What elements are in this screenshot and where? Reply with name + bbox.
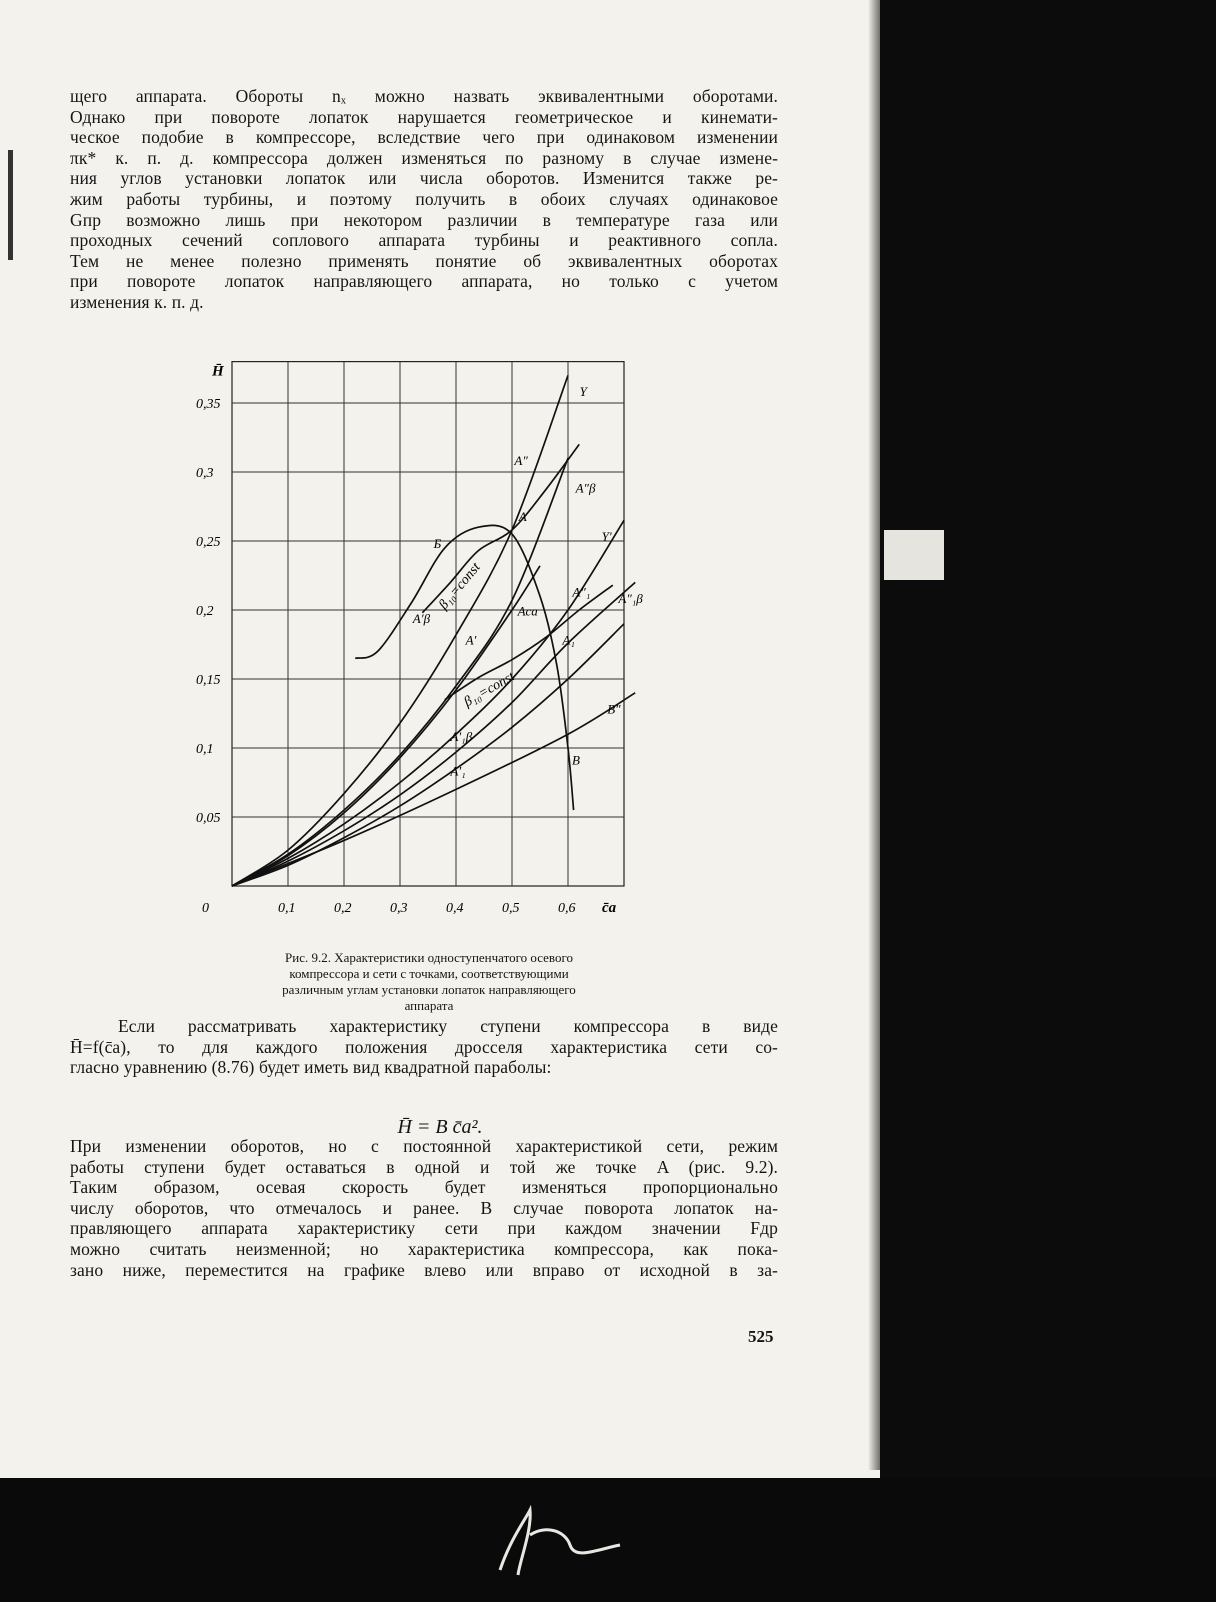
curve-6 [232, 693, 635, 886]
text-line: щего аппарата. Обороты nₓ можно назвать эквивалентными оборотами. [70, 86, 778, 106]
chart-annotation: Aсa [517, 603, 538, 619]
text-line: гласно уравнению (8.76) будет иметь вид квадратной параболы: [70, 1057, 552, 1078]
y-tick-label: 0,35 [196, 397, 221, 412]
text-line: При изменении оборотов, но с постоянной характеристикой сети, режим [70, 1136, 778, 1156]
chart-annotation: A′β [412, 610, 431, 626]
chart-annotation: B″ [607, 701, 621, 717]
text-line: можно считать неизменной; но характеристика компрессора, как пока- [70, 1238, 778, 1259]
chart-curves [232, 375, 635, 886]
y-axis-label: H̄ [212, 363, 224, 380]
chart-annotation: A′₁β [450, 729, 473, 745]
text-line: жим работы турбины, и поэтому получить в обоих случаях одинаковое [70, 188, 778, 209]
chart-annotation: β₁₀=const [461, 669, 518, 711]
chart-annotation: Y′ [601, 529, 612, 544]
text-line: работы ступени будет оставаться в одной и той же точке A (рис. 9.2). [70, 1156, 778, 1177]
text-line: Тем не менее полезно применять понятие об эквивалентных оборотах [70, 250, 778, 271]
text-line: правляющего аппарата характеристику сети при каждом значении Fдр [70, 1218, 778, 1239]
y-tick-label: 0,25 [196, 535, 221, 550]
chart-annotation: A₁ [562, 632, 575, 648]
text-line: изменения к. п. д. [70, 291, 204, 312]
text-line: Если рассматривать характеристику ступени компрессора в виде [118, 1016, 778, 1036]
text-line: Однако при повороте лопаток нарушается геометрическое и кинемати- [70, 106, 778, 127]
x-tick-label: 0,3 [390, 901, 408, 916]
x-tick-label: 0,1 [278, 901, 296, 916]
text-line: πк* к. п. д. компрессора должен изменяться по разному в случае измене- [70, 147, 778, 168]
x-tick-label: 0,5 [502, 901, 520, 916]
chart-annotation: A″ [514, 453, 528, 469]
curve-4 [232, 582, 635, 886]
text-line: Gпр возможно лишь при некотором различии в температуре газа или [70, 209, 778, 230]
text-line: ния углов установки лопаток или числа оборотов. Изменится также ре- [70, 168, 778, 189]
curve-2 [232, 566, 540, 886]
y-tick-label: 0,1 [196, 742, 214, 757]
chart-annotations [412, 384, 643, 778]
chart-annotation: A″₁ [572, 584, 591, 600]
text-line: при повороте лопаток направляющего аппарата, но только с учетом [70, 271, 778, 292]
text-line: числу оборотов, что отмечалось и ранее. В случае поворота лопаток на- [70, 1197, 778, 1218]
chart-figure [190, 335, 650, 930]
scan-artifact [884, 530, 944, 580]
text-line: проходных сечений соплового аппарата турбины и реактивного сопла. [70, 230, 778, 251]
chart-annotation: A′₁ [450, 763, 466, 779]
chart-annotation: A″₁β [618, 591, 643, 607]
formula: H̄ = B c̄a². [397, 1116, 483, 1138]
caption-line: аппарата [404, 998, 454, 1013]
caption-line: различным углам установки лопаток направляющего [282, 982, 576, 997]
chart-annotation: A [518, 509, 527, 525]
y-tick-label: 0,15 [196, 673, 221, 688]
y-tick-label: 0,2 [196, 604, 214, 619]
curve-8 [422, 444, 579, 612]
chart-annotation: β₁₀=const [436, 560, 484, 613]
chart-annotation: Б [433, 535, 442, 551]
paragraph-bottom [70, 1136, 778, 1280]
scan-border-right [880, 0, 1216, 1602]
text-line: H̄=f(c̄a), то для каждого положения дросселя характеристика сети со- [70, 1036, 778, 1057]
x-tick-label: 0 [202, 901, 209, 916]
page-number: 525 [748, 1327, 774, 1346]
text-line: Таким образом, осевая скорость будет изменяться пропорционально [70, 1177, 778, 1198]
caption-line: Рис. 9.2. Характеристики одноступенчатого осевого [285, 950, 573, 965]
paragraph-top [70, 86, 778, 313]
x-axis-label: c̄a [602, 900, 617, 916]
text-line: ческое подобие в компрессоре, вследствие чего при одинаковом изменении [70, 127, 778, 148]
chart-annotation: A′ [465, 632, 477, 648]
y-tick-label: 0,3 [196, 466, 214, 481]
chart-axes [211, 364, 617, 916]
figure-caption [200, 950, 658, 1014]
x-tick-label: 0,2 [334, 901, 352, 916]
chart-annotation: B [572, 752, 580, 768]
handwritten-signature [470, 1490, 670, 1580]
caption-line: компрессора и сети с точками, соответствующими [289, 966, 569, 981]
chart-annotation: A″β [575, 480, 596, 496]
x-tick-label: 0,6 [558, 901, 576, 916]
chart-annotation: Y [579, 384, 587, 400]
y-tick-label: 0,05 [196, 811, 221, 826]
x-tick-label: 0,4 [446, 901, 464, 916]
paragraph-middle [70, 1016, 778, 1078]
binding-mark [8, 150, 13, 260]
page-edge-shadow [868, 0, 898, 1470]
text-line: зано ниже, переместится на графике влево или вправо от исходной в за- [70, 1259, 778, 1280]
